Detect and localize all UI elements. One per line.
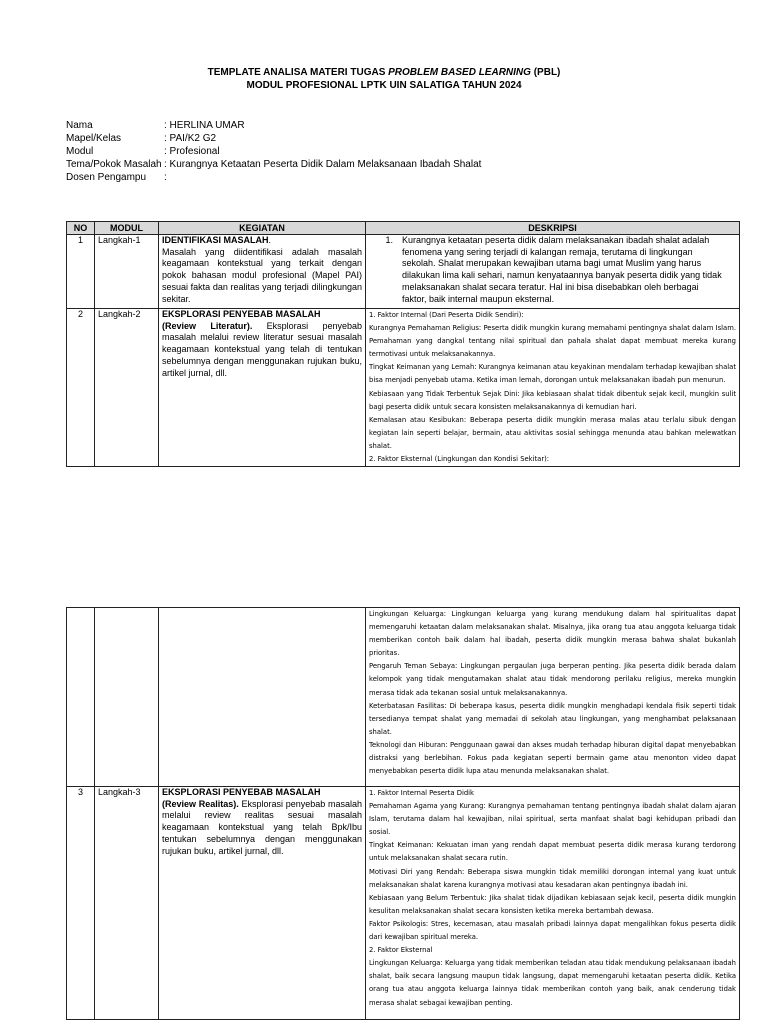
meta-row-tema: Tema/Pokok Masalah : Kurangnya Ketaatan Peserta Didik Dalam Melaksanaan Ibadah Shalat [66,159,482,170]
cell-deskripsi [366,235,740,309]
table-row [67,309,740,467]
cell-kegiatan [159,235,366,309]
paragraph: Teknologi dan Hiburan: Penggunaan gawai dan akses mudah terhadap hiburan digital dapat menyebabkan distraksi yang berlebihan. Fokus pada kegiatan seperti bermain game atau menonton video dapat menyebabkan peserta didik lupa atau menunda melaksanakan shalat. [369,740,736,776]
paragraph: Keterbatasan Fasilitas: Di beberapa kasus, peserta didik mungkin menghadapi kendala fisik seperti tidak tersedianya tempat shalat yang memadai di sekolah atau lingkungan, yang menghambat pelaksanaan shalat. [369,701,736,736]
header-kegiatan: KEGIATAN [159,222,366,235]
paragraph: 1. Faktor Internal (Dari Peserta Didik Sendiri): [369,311,524,319]
meta-row-mapel: Mapel/Kelas : PAI/K2 G2 [66,133,217,144]
meta-row-dosen: Dosen Pengampu : [66,172,167,183]
table-row [67,787,740,1020]
paragraph: Pengaruh Teman Sebaya: Lingkungan pergaulan juga berperan penting. Jika peserta didik berada dalam kelompok yang tidak mengutamakan shalat atau tidak mendorong perilaku religius, mereka mungkin merasa tidak ada tekanan sosial untuk melaksanakannya. [369,662,736,697]
list-item: 1. Kurangnya ketaatan peserta didik dalam melaksanakan ibadah shalat adalah fenomena yang sering terjadi di kalangan remaja, terutama di lingkungan sekolah. Shalat merupakan kewajiban utama bagi umat Muslim yang harus dilakukan lima kali sehari, namun kenyataannya banyak peserta didik yang tidak melaksanakan shalat secara teratur. Hal ini bisa disebabkan oleh berbagai faktor, baik internal maupun eksternal. [385,235,722,304]
header-modul: MODUL [95,222,159,235]
document-title-line1: TEMPLATE ANALISA MATERI TUGAS PROBLEM BASED LEARNING (PBL) [207,67,561,78]
paragraph: Tingkat Keimanan: Kekuatan iman yang rendah dapat membuat peserta didik merasa kurang terdorong untuk melaksanakan shalat secara rutin. [369,841,736,863]
paragraph: Kebiasaan yang Tidak Terbentuk Sejak Dini: Jika kebiasaan shalat tidak dibentuk sejak kecil, mungkin sulit bagi peserta didik untuk secara konsisten melaksanakannya di kemudian hari. [369,389,736,411]
table-row [67,235,740,309]
paragraph: Kurangnya Pemahaman Religius: Peserta didik mungkin kurang memahami pentingnya shalat dalam Islam. Pemahaman yang dangkal tentang nilai spiritual dan pahala shalat dapat membuat mereka kurang termotivasi untuk melaksanakannya. [369,324,736,359]
paragraph: Tingkat Keimanan yang Lemah: Kurangnya keimanan atau keyakinan mendalam terhadap kewajiban shalat bisa menjadi penyebab utama. Ketika iman lemah, dorongan untuk melaksanakan ibadah pun menurun. [369,363,736,385]
cell-deskripsi [366,309,740,467]
kegiatan-text: (Review Literatur). Eksplorasi penyebab masalah melalui review literatur sesuai masalah keagamaan kontekstual yang telah di tentukan sebelumnya dengan menggunakan rujukan buku, artikel jurnal, dll. [162,320,362,378]
paragraph: 2. Faktor Eksternal (Lingkungan dan Kondisi Sekitar): [369,455,550,464]
document-title-line2: MODUL PROFESIONAL LPTK UIN SALATIGA TAHUN 2024 [246,80,522,91]
meta-row-nama: Nama : HERLINA UMAR [66,120,245,131]
cell-kegiatan [159,608,366,787]
cell-no [67,608,95,787]
paragraph: 2. Faktor Eksternal [369,946,433,955]
cell-kegiatan [159,309,366,467]
cell-modul: Langkah-2 [95,309,159,467]
header-deskripsi: DESKRIPSI [366,222,740,235]
cell-deskripsi [366,787,740,1020]
table-header-row [67,222,740,235]
header-no: NO [67,222,95,235]
paragraph: Kebiasaan yang Belum Terbentuk: Jika shalat tidak dijadikan kebiasaan sejak kecil, peserta didik mungkin kesulitan melaksanakan shalat secara konsisten ketika mereka bertambah dewasa. [369,893,736,915]
identity-block [66,119,481,184]
kegiatan-text: (Review Realitas). Eksplorasi penyebab masalah melalui review realitas sesuai masalah keagamaan kontekstual yang telah Bpk/Ibu tentukan sebelumnya dengan menggunakan rujukan buku, artikel jurnal, dll. [162,798,363,856]
paragraph: Faktor Psikologis: Stres, kecemasan, atau masalah pribadi lainnya dapat mengalihkan fokus peserta didik dari kewajiban spiritual mereka. [369,919,736,942]
paragraph: Kemalasan atau Kesibukan: Beberapa peserta didik mungkin merasa malas atau terlalu sibuk dengan kegiatan lain seperti belajar, bermain, atau aktivitas sosial sehingga menunda atau bahkan melewatkan shalat. [369,415,736,450]
cell-deskripsi [366,608,740,787]
meta-row-modul: Modul : Profesional [66,146,220,157]
paragraph: Lingkungan Keluarga: Lingkungan keluarga yang kurang mendukung dalam hal spiritualitas dapat memengaruhi ketaatan dalam melaksanakan shalat. Misalnya, jika orang tua atau anggota keluarga tidak memberikan contoh baik dalam hal ibadah, peserta didik mungkin merasa bahwa shalat bukanlah prioritas. [369,610,736,658]
cell-no: 2 [67,309,95,467]
cell-modul: Langkah-3 [95,787,159,1020]
cell-kegiatan [159,787,366,1020]
kegiatan-title: EKSPLORASI PENYEBAB MASALAH [162,787,321,797]
paragraph: Motivasi Diri yang Rendah: Beberapa siswa mungkin tidak memiliki dorongan internal yang kuat untuk melaksanakan shalat karena kurangnya motivasi atau kesadaran akan pentingnya ibadah ini. [369,867,736,889]
paragraph: Lingkungan Keluarga: Keluarga yang tidak memberikan teladan atau tidak mendukung pelaksanaan ibadah shalat, baik secara langsung maupun tidak langsung, dapat memengaruhi ketaatan peserta didik. Ketika orang tua atau anggota keluarga lainnya tidak memberikan contoh yang baik, anak cenderung tidak merasa shalat sebagai kewajiban penting. [369,959,736,1007]
title-italic: PROBLEM BASED LEARNING [388,67,531,78]
analysis-table-page1 [66,221,740,467]
table-row [67,608,740,787]
cell-modul: Langkah-1 [95,235,159,309]
analysis-table-page2 [66,607,740,1020]
paragraph: Pemahaman Agama yang Kurang: Kurangnya pemahaman tentang pentingnya ibadah shalat dalam ajaran Islam, terutama dalam hal kewajiban, nilai spiritual, serta manfaat shalat bagi kehidupan pribadi dan sosial. [369,802,736,837]
kegiatan-title: IDENTIFIKASI MASALAH. [162,235,272,245]
cell-no: 1 [67,235,95,309]
kegiatan-title: EKSPLORASI PENYEBAB MASALAH [162,309,321,319]
cell-no: 3 [67,787,95,1020]
cell-modul [95,608,159,787]
paragraph: 1. Faktor Internal Peserta Didik [369,789,474,797]
deskripsi-list [369,235,736,305]
kegiatan-text: Masalah yang diidentifikasi adalah masalah keagamaan kontekstual yang terkait dengan pokok bahasan modul profesional (Mapel PAI) sesuai fakta dan realitas yang terjadi dilingkungan sekitar. [162,246,362,304]
